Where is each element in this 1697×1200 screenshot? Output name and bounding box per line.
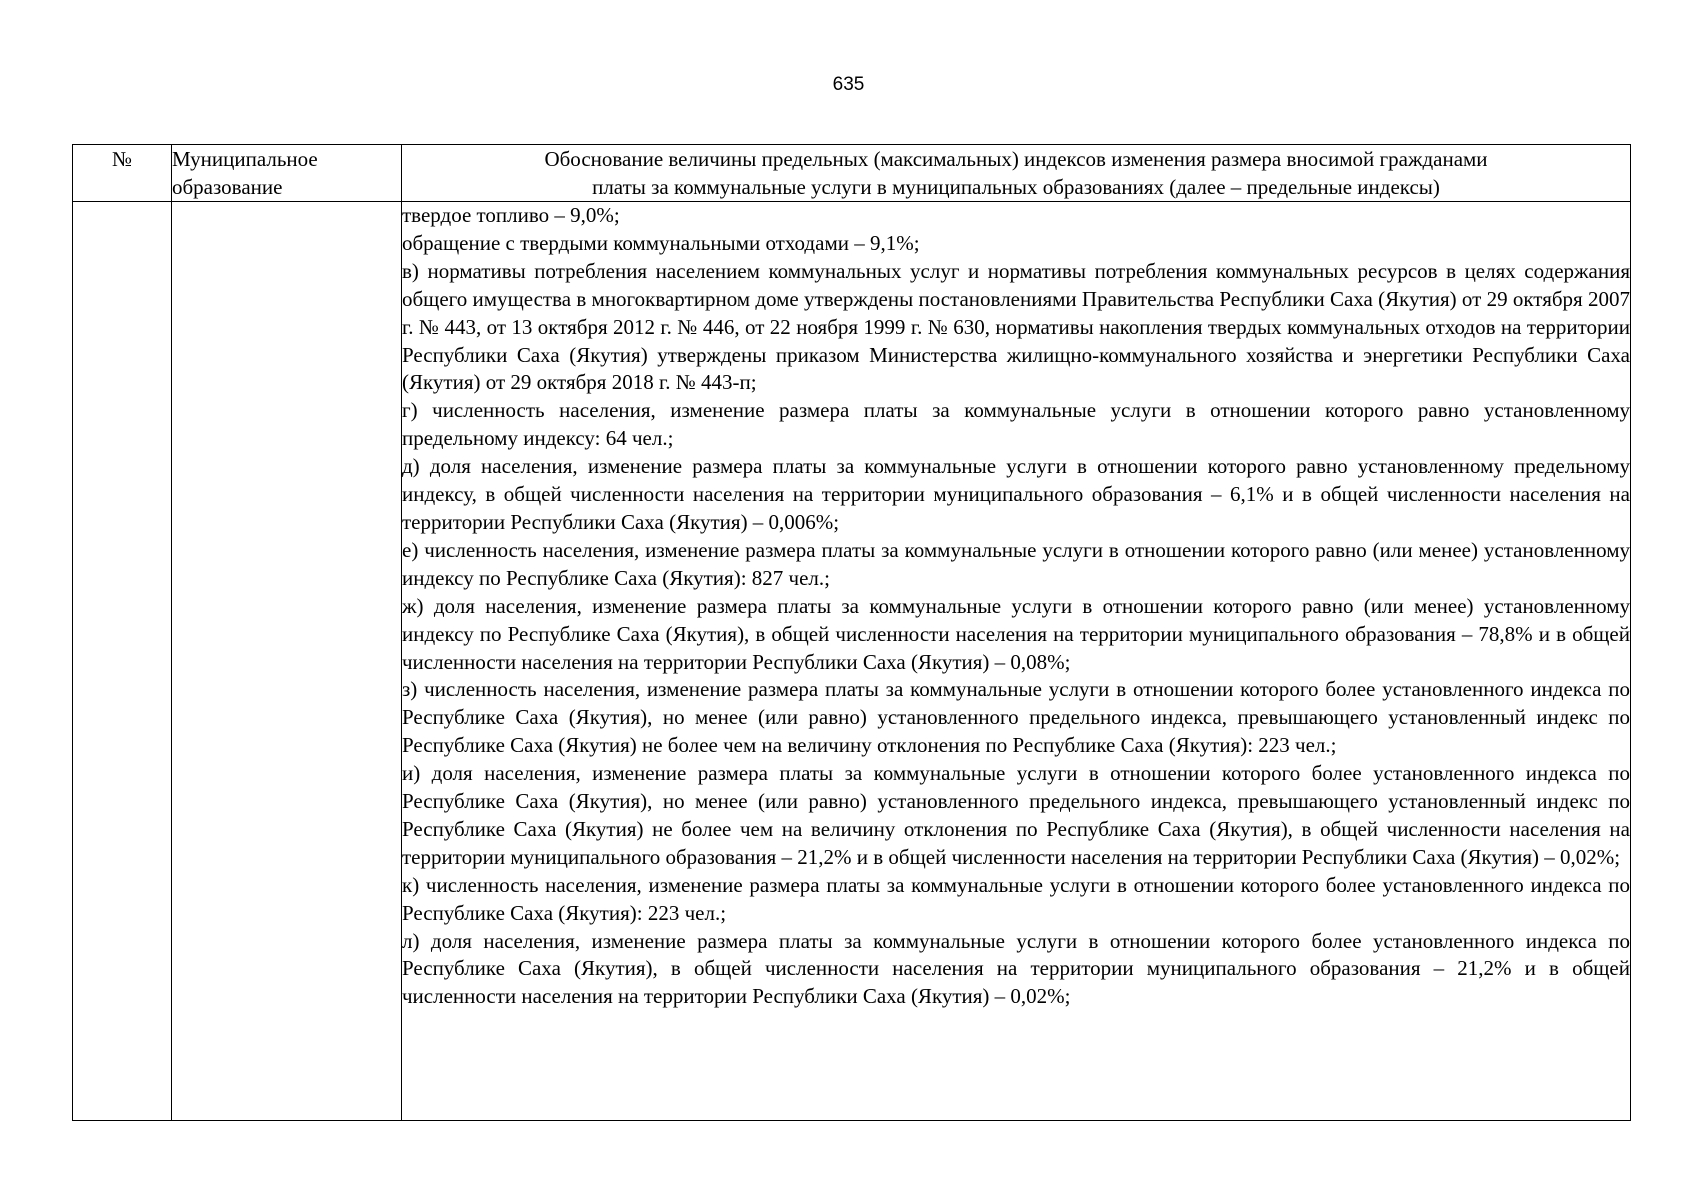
paragraph-i-share: и) доля населения, изменение размера платы за коммунальные услуги в отношении которого более установленного индекса по Республике Саха (Якутия), но менее (или равно) установленного предельного индекса, превышающего установленный индекс по Республике Саха (Якутия) не более чем на величину отклонения по Республике Саха (Якутия), в общей численности населения на территории муниципального образования – 21,2% и в общей численности населения на территории Республики Саха (Якутия) – 0,02%; [402,761,1630,869]
paragraph-k-population: к) численность населения, изменение размера платы за коммунальные услуги в отношении которого более установленного индекса по Республике Саха (Якутия): 223 чел.; [402,872,1630,925]
justification-table [72,144,1631,1121]
header-justification [402,145,1631,202]
header-municipality-line2: образование [172,175,283,199]
table-row [73,202,1631,1121]
header-justification-line2: платы за коммунальные услуги в муниципальных образованиях (далее – предельные индексы) [592,175,1440,199]
header-municipality [172,145,402,202]
paragraph-d-share: д) доля населения, изменение размера платы за коммунальные услуги в отношении которого равно установленному предельному индексу, в общей численности населения на территории муниципального образования – 6,1% и в общей численности населения на территории Республики Саха (Якутия) – 0,006%; [402,454,1630,534]
paragraph-zh-share: ж) доля населения, изменение размера платы за коммунальные услуги в отношении которого равно (или менее) установленному индексу по Республике Саха (Якутия), в общей численности населения на территории муниципального образования – 78,8% и в общей численности населения на территории Республики Саха (Якутия) – 0,08%; [402,593,1630,674]
header-number: № [73,145,172,202]
page-number: 635 [832,74,865,95]
header-municipality-line1: Муниципальное [172,147,318,171]
paragraph-v-norms: в) нормативы потребления населением коммунальных услуг и нормативы потребления коммунальных ресурсов в целях содержания общего имущества в многоквартирном доме утверждены постановлениями Правительства Республики Саха (Якутия) от 29 октября 2007 г. № 443, от 13 октября 2012 г. № 446, от 22 ноября 1999 г. № 630, нормативы накопления твердых коммунальных отходов на территории Республики Саха (Якутия) утверждены приказом Министерства жилищно-коммунального хозяйства и энергетики Республики Саха (Якутия) от 29 октября 2018 г. № 443-п; [402,258,1630,395]
header-justification-line1: Обоснование величины предельных (максимальных) индексов изменения размера вносимой гражданами [544,147,1488,171]
paragraph-waste-handling: обращение с твердыми коммунальными отходами – 9,1%; [402,230,920,255]
paragraph-g-population: г) численность населения, изменение размера платы за коммунальные услуги в отношении которого равно установленному предельному индексу: 64 чел.; [402,398,1630,451]
paragraph-z-population: з) численность населения, изменение размера платы за коммунальные услуги в отношении которого более установленного индекса по Республике Саха (Якутия), но менее (или равно) установленного предельного индекса, превышающего установленный индекс по Республике Саха (Якутия) не более чем на величину отклонения по Республике Саха (Якутия): 223 чел.; [402,677,1630,758]
row-municipality-cell [172,202,402,1121]
paragraph-l-share: л) доля населения, изменение размера платы за коммунальные услуги в отношении которого более установленного индекса по Республике Саха (Якутия), в общей численности населения на территории муниципального образования – 21,2% и в общей численности населения на территории Республики Саха (Якутия) – 0,02%; [402,928,1630,1009]
paragraph-e-population: е) численность населения, изменение размера платы за коммунальные услуги в отношении которого равно (или менее) установленному индексу по Республике Саха (Якутия): 827 чел.; [402,537,1630,590]
paragraph-solid-fuel: твердое топливо – 9,0%; [402,203,620,227]
table-header-row [73,145,1631,202]
row-justification-cell [402,202,1631,1121]
row-number-cell [73,202,172,1121]
